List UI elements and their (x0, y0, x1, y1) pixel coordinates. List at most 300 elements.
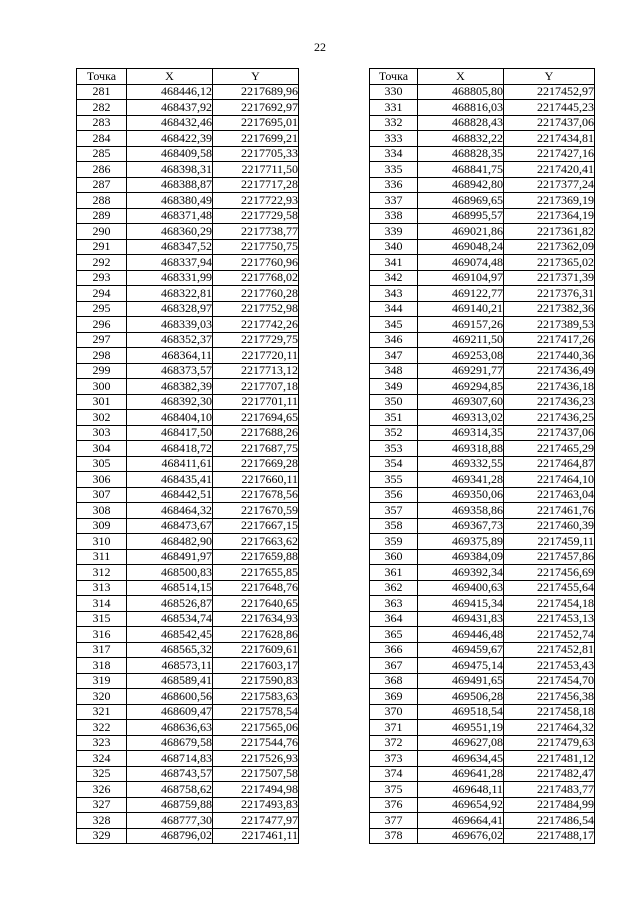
cell-point: 319 (77, 673, 127, 689)
table-row (77, 797, 299, 813)
cell-point: 342 (370, 270, 418, 286)
cell-point: 356 (370, 487, 418, 503)
cell-point: 353 (370, 441, 418, 457)
table-row (370, 456, 595, 472)
cell-point: 293 (77, 270, 127, 286)
table-row (77, 487, 299, 503)
cell-y: 2217479,63 (504, 735, 595, 751)
cell-x: 468392,30 (127, 394, 213, 410)
table-row (370, 813, 595, 829)
cell-y: 2217436,18 (504, 379, 595, 395)
cell-point: 367 (370, 658, 418, 674)
table-row (77, 735, 299, 751)
cell-x: 469211,50 (418, 332, 504, 348)
cell-x: 468942,80 (418, 177, 504, 193)
cell-point: 309 (77, 518, 127, 534)
cell-y: 2217705,33 (213, 146, 299, 162)
cell-x: 469157,26 (418, 317, 504, 333)
table-row (370, 487, 595, 503)
cell-y: 2217493,83 (213, 797, 299, 813)
table-row (77, 239, 299, 255)
cell-x: 468482,90 (127, 534, 213, 550)
table-row (77, 146, 299, 162)
cell-x: 469291,77 (418, 363, 504, 379)
cell-x: 469506,28 (418, 689, 504, 705)
cell-y: 2217483,77 (504, 782, 595, 798)
cell-y: 2217458,18 (504, 704, 595, 720)
cell-point: 341 (370, 255, 418, 271)
cell-point: 359 (370, 534, 418, 550)
cell-y: 2217452,97 (504, 84, 595, 100)
table-row (77, 363, 299, 379)
cell-y: 2217760,28 (213, 286, 299, 302)
table-row (77, 301, 299, 317)
table-row (77, 472, 299, 488)
table-row (370, 627, 595, 643)
cell-y: 2217452,74 (504, 627, 595, 643)
cell-x: 468380,49 (127, 193, 213, 209)
cell-point: 346 (370, 332, 418, 348)
cell-y: 2217583,63 (213, 689, 299, 705)
cell-y: 2217689,96 (213, 84, 299, 100)
cell-y: 2217377,24 (504, 177, 595, 193)
cell-x: 469676,02 (418, 828, 504, 844)
cell-point: 337 (370, 193, 418, 209)
cell-point: 322 (77, 720, 127, 736)
cell-y: 2217437,06 (504, 115, 595, 131)
cell-x: 468542,45 (127, 627, 213, 643)
cell-y: 2217361,82 (504, 224, 595, 240)
table-row (77, 813, 299, 829)
cell-point: 288 (77, 193, 127, 209)
table-row (77, 208, 299, 224)
table-row (370, 472, 595, 488)
cell-point: 357 (370, 503, 418, 519)
cell-y: 2217436,23 (504, 394, 595, 410)
cell-x: 469367,73 (418, 518, 504, 534)
cell-point: 285 (77, 146, 127, 162)
table-row (370, 782, 595, 798)
cell-point: 368 (370, 673, 418, 689)
cell-point: 355 (370, 472, 418, 488)
cell-x: 469400,63 (418, 580, 504, 596)
cell-x: 468382,39 (127, 379, 213, 395)
cell-x: 468373,57 (127, 363, 213, 379)
table-row (370, 797, 595, 813)
cell-y: 2217750,75 (213, 239, 299, 255)
cell-point: 297 (77, 332, 127, 348)
cell-point: 302 (77, 410, 127, 426)
table-row (370, 735, 595, 751)
cell-point: 296 (77, 317, 127, 333)
cell-x: 468841,75 (418, 162, 504, 178)
cell-x: 468404,10 (127, 410, 213, 426)
table-row (77, 425, 299, 441)
cell-y: 2217634,93 (213, 611, 299, 627)
cell-point: 314 (77, 596, 127, 612)
cell-x: 469318,88 (418, 441, 504, 457)
cell-x: 468969,65 (418, 193, 504, 209)
cell-x: 469634,45 (418, 751, 504, 767)
cell-x: 468679,58 (127, 735, 213, 751)
cell-y: 2217369,19 (504, 193, 595, 209)
table-row (370, 177, 595, 193)
table-row (77, 642, 299, 658)
cell-point: 286 (77, 162, 127, 178)
table-row (370, 410, 595, 426)
cell-point: 284 (77, 131, 127, 147)
cell-x: 468360,29 (127, 224, 213, 240)
cell-x: 469491,65 (418, 673, 504, 689)
cell-point: 378 (370, 828, 418, 844)
cell-x: 468347,52 (127, 239, 213, 255)
cell-y: 2217655,85 (213, 565, 299, 581)
table-row (370, 255, 595, 271)
cell-y: 2217464,32 (504, 720, 595, 736)
cell-x: 468352,37 (127, 332, 213, 348)
table-row (77, 379, 299, 395)
cell-y: 2217678,56 (213, 487, 299, 503)
cell-point: 334 (370, 146, 418, 162)
table-row (370, 115, 595, 131)
cell-y: 2217742,26 (213, 317, 299, 333)
cell-point: 287 (77, 177, 127, 193)
table-row (370, 642, 595, 658)
cell-y: 2217526,93 (213, 751, 299, 767)
cell-x: 469253,08 (418, 348, 504, 364)
cell-x: 468600,56 (127, 689, 213, 705)
table-row (77, 828, 299, 844)
cell-x: 468446,12 (127, 84, 213, 100)
cell-y: 2217669,28 (213, 456, 299, 472)
cell-y: 2217628,86 (213, 627, 299, 643)
cell-point: 351 (370, 410, 418, 426)
cell-x: 469654,92 (418, 797, 504, 813)
cell-point: 348 (370, 363, 418, 379)
cell-y: 2217720,11 (213, 348, 299, 364)
header-point: Точка (77, 69, 127, 85)
cell-x: 468589,41 (127, 673, 213, 689)
table-row (77, 348, 299, 364)
cell-point: 362 (370, 580, 418, 596)
table-row (77, 658, 299, 674)
cell-point: 282 (77, 100, 127, 116)
cell-point: 361 (370, 565, 418, 581)
table-row (370, 162, 595, 178)
cell-y: 2217717,28 (213, 177, 299, 193)
table-row (77, 456, 299, 472)
table-row (77, 332, 299, 348)
cell-y: 2217420,41 (504, 162, 595, 178)
cell-y: 2217738,77 (213, 224, 299, 240)
cell-x: 469392,34 (418, 565, 504, 581)
cell-y: 2217427,16 (504, 146, 595, 162)
cell-y: 2217722,93 (213, 193, 299, 209)
cell-point: 352 (370, 425, 418, 441)
cell-point: 310 (77, 534, 127, 550)
table-row (77, 115, 299, 131)
table-row (77, 549, 299, 565)
cell-x: 468636,63 (127, 720, 213, 736)
table-row (370, 146, 595, 162)
cell-x: 469384,09 (418, 549, 504, 565)
cell-point: 344 (370, 301, 418, 317)
cell-y: 2217464,10 (504, 472, 595, 488)
table-row (77, 704, 299, 720)
cell-x: 468714,83 (127, 751, 213, 767)
cell-y: 2217440,36 (504, 348, 595, 364)
cell-x: 469475,14 (418, 658, 504, 674)
cell-x: 469459,67 (418, 642, 504, 658)
table-row (77, 720, 299, 736)
cell-x: 468743,57 (127, 766, 213, 782)
cell-x: 468491,97 (127, 549, 213, 565)
cell-x: 468432,46 (127, 115, 213, 131)
cell-x: 468565,32 (127, 642, 213, 658)
table-row (77, 782, 299, 798)
cell-y: 2217465,29 (504, 441, 595, 457)
cell-x: 468442,51 (127, 487, 213, 503)
cell-y: 2217768,02 (213, 270, 299, 286)
cell-x: 468514,15 (127, 580, 213, 596)
cell-y: 2217445,23 (504, 100, 595, 116)
cell-y: 2217484,99 (504, 797, 595, 813)
cell-y: 2217371,39 (504, 270, 595, 286)
table-row (370, 596, 595, 612)
cell-x: 469415,34 (418, 596, 504, 612)
table-row (370, 611, 595, 627)
cell-y: 2217565,06 (213, 720, 299, 736)
cell-x: 468398,31 (127, 162, 213, 178)
cell-y: 2217434,81 (504, 131, 595, 147)
cell-point: 321 (77, 704, 127, 720)
cell-y: 2217481,12 (504, 751, 595, 767)
cell-point: 329 (77, 828, 127, 844)
cell-x: 468418,72 (127, 441, 213, 457)
cell-point: 330 (370, 84, 418, 100)
cell-x: 468573,11 (127, 658, 213, 674)
table-row (77, 410, 299, 426)
cell-x: 469048,24 (418, 239, 504, 255)
header-y: Y (213, 69, 299, 85)
cell-x: 468805,80 (418, 84, 504, 100)
cell-point: 365 (370, 627, 418, 643)
cell-y: 2217609,61 (213, 642, 299, 658)
cell-point: 317 (77, 642, 127, 658)
cell-point: 336 (370, 177, 418, 193)
cell-point: 323 (77, 735, 127, 751)
cell-y: 2217578,54 (213, 704, 299, 720)
cell-y: 2217648,76 (213, 580, 299, 596)
cell-y: 2217455,64 (504, 580, 595, 596)
header-y: Y (504, 69, 595, 85)
table-row (370, 549, 595, 565)
table-header-row (370, 69, 595, 85)
cell-y: 2217659,88 (213, 549, 299, 565)
cell-point: 315 (77, 611, 127, 627)
cell-x: 468364,11 (127, 348, 213, 364)
cell-x: 469294,85 (418, 379, 504, 395)
cell-x: 468758,62 (127, 782, 213, 798)
table-row (77, 627, 299, 643)
cell-y: 2217362,09 (504, 239, 595, 255)
cell-point: 325 (77, 766, 127, 782)
table-row (370, 239, 595, 255)
cell-x: 469307,60 (418, 394, 504, 410)
table-row (370, 379, 595, 395)
table-row (77, 596, 299, 612)
table-row (77, 84, 299, 100)
cell-point: 327 (77, 797, 127, 813)
cell-point: 291 (77, 239, 127, 255)
cell-y: 2217701,11 (213, 394, 299, 410)
cell-x: 469664,41 (418, 813, 504, 829)
header-point: Точка (370, 69, 418, 85)
cell-x: 468609,47 (127, 704, 213, 720)
table-row (370, 348, 595, 364)
cell-y: 2217459,11 (504, 534, 595, 550)
cell-x: 468796,02 (127, 828, 213, 844)
table-row (370, 193, 595, 209)
cell-point: 313 (77, 580, 127, 596)
cell-y: 2217376,31 (504, 286, 595, 302)
table-row (77, 131, 299, 147)
cell-x: 469140,21 (418, 301, 504, 317)
cell-x: 468464,32 (127, 503, 213, 519)
cell-point: 308 (77, 503, 127, 519)
cell-point: 304 (77, 441, 127, 457)
cell-point: 305 (77, 456, 127, 472)
cell-point: 281 (77, 84, 127, 100)
cell-y: 2217711,50 (213, 162, 299, 178)
cell-x: 469314,35 (418, 425, 504, 441)
cell-point: 358 (370, 518, 418, 534)
cell-y: 2217464,87 (504, 456, 595, 472)
cell-point: 326 (77, 782, 127, 798)
cell-x: 468500,83 (127, 565, 213, 581)
coordinates-table-left (76, 68, 299, 844)
cell-point: 354 (370, 456, 418, 472)
cell-point: 292 (77, 255, 127, 271)
table-row (370, 720, 595, 736)
cell-x: 469551,19 (418, 720, 504, 736)
table-row (77, 766, 299, 782)
table-row (370, 394, 595, 410)
cell-y: 2217670,59 (213, 503, 299, 519)
table-row (77, 317, 299, 333)
cell-x: 468322,81 (127, 286, 213, 302)
cell-y: 2217494,98 (213, 782, 299, 798)
cell-point: 364 (370, 611, 418, 627)
cell-point: 307 (77, 487, 127, 503)
table-row (77, 162, 299, 178)
cell-point: 283 (77, 115, 127, 131)
cell-point: 316 (77, 627, 127, 643)
cell-point: 331 (370, 100, 418, 116)
cell-y: 2217453,43 (504, 658, 595, 674)
table-row (77, 100, 299, 116)
cell-y: 2217382,36 (504, 301, 595, 317)
cell-x: 468995,57 (418, 208, 504, 224)
cell-y: 2217417,26 (504, 332, 595, 348)
cell-point: 295 (77, 301, 127, 317)
cell-point: 372 (370, 735, 418, 751)
cell-point: 343 (370, 286, 418, 302)
cell-x: 469122,77 (418, 286, 504, 302)
cell-point: 369 (370, 689, 418, 705)
cell-y: 2217707,18 (213, 379, 299, 395)
cell-y: 2217453,13 (504, 611, 595, 627)
cell-y: 2217436,25 (504, 410, 595, 426)
cell-x: 468337,94 (127, 255, 213, 271)
cell-point: 289 (77, 208, 127, 224)
cell-x: 468411,61 (127, 456, 213, 472)
cell-x: 469518,54 (418, 704, 504, 720)
cell-point: 340 (370, 239, 418, 255)
table-row (370, 704, 595, 720)
cell-y: 2217456,69 (504, 565, 595, 581)
cell-point: 300 (77, 379, 127, 395)
table-row (370, 518, 595, 534)
cell-y: 2217486,54 (504, 813, 595, 829)
cell-y: 2217694,65 (213, 410, 299, 426)
table-row (370, 100, 595, 116)
table-row (370, 658, 595, 674)
table-row (370, 363, 595, 379)
table-row (77, 673, 299, 689)
cell-point: 306 (77, 472, 127, 488)
table-row (370, 84, 595, 100)
cell-y: 2217752,98 (213, 301, 299, 317)
cell-y: 2217692,97 (213, 100, 299, 116)
cell-x: 468422,39 (127, 131, 213, 147)
table-row (370, 224, 595, 240)
table-row (77, 689, 299, 705)
cell-x: 469648,11 (418, 782, 504, 798)
table-row (370, 534, 595, 550)
cell-y: 2217437,06 (504, 425, 595, 441)
table-header-row (77, 69, 299, 85)
cell-y: 2217688,26 (213, 425, 299, 441)
cell-x: 468331,99 (127, 270, 213, 286)
cell-y: 2217456,38 (504, 689, 595, 705)
cell-y: 2217454,70 (504, 673, 595, 689)
cell-x: 469104,97 (418, 270, 504, 286)
cell-x: 468328,97 (127, 301, 213, 317)
table-row (370, 673, 595, 689)
cell-y: 2217713,12 (213, 363, 299, 379)
table-row (370, 689, 595, 705)
cell-x: 469313,02 (418, 410, 504, 426)
page-number: 22 (314, 40, 326, 54)
cell-x: 469332,55 (418, 456, 504, 472)
cell-point: 318 (77, 658, 127, 674)
cell-point: 332 (370, 115, 418, 131)
cell-x: 468832,22 (418, 131, 504, 147)
header-x: X (127, 69, 213, 85)
table-row (370, 441, 595, 457)
cell-point: 320 (77, 689, 127, 705)
cell-point: 311 (77, 549, 127, 565)
cell-x: 468417,50 (127, 425, 213, 441)
cell-y: 2217364,19 (504, 208, 595, 224)
table-row (77, 503, 299, 519)
table-row (370, 580, 595, 596)
cell-x: 469375,89 (418, 534, 504, 550)
table-row (77, 224, 299, 240)
cell-x: 469641,28 (418, 766, 504, 782)
cell-point: 374 (370, 766, 418, 782)
